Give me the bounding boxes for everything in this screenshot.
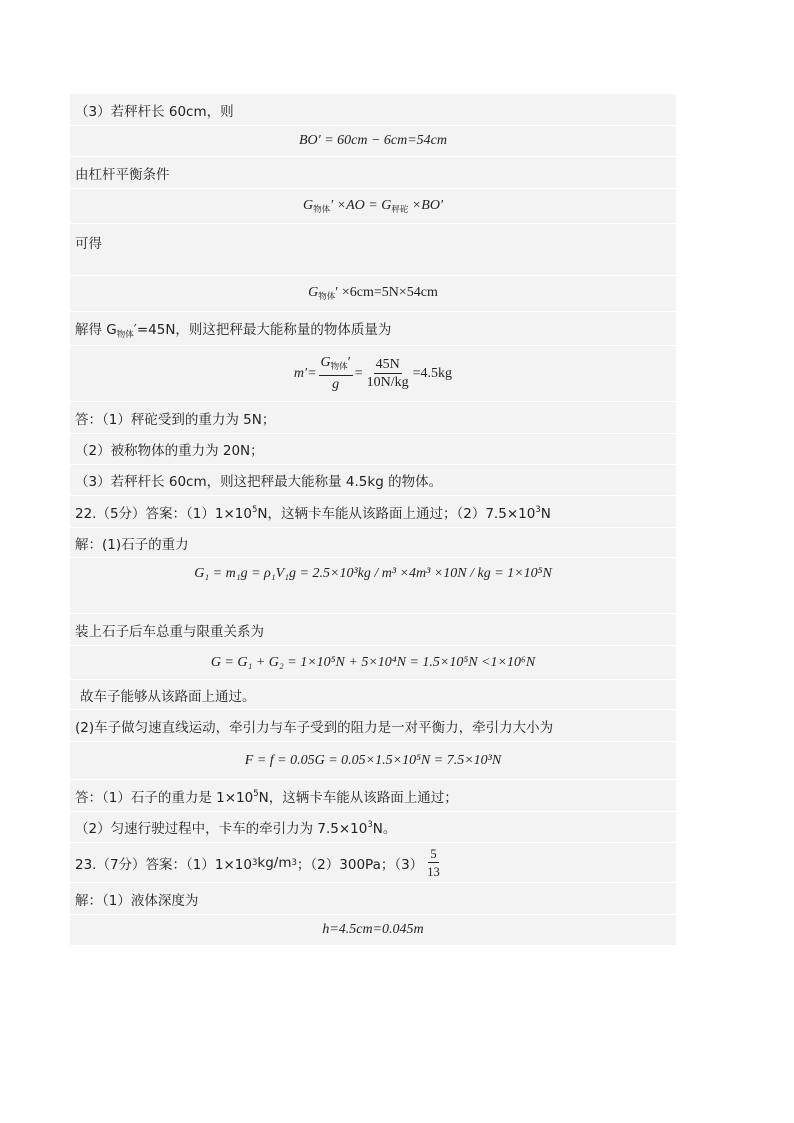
q22-header <box>70 496 676 528</box>
text-a: 23.（7分）答案：（1）1×10 <box>75 856 252 873</box>
text <box>75 502 551 522</box>
subscript: 物体 <box>313 204 331 215</box>
text-c: ；（2）300Pa；（3） <box>296 856 424 873</box>
text-b: N，这辆卡车能从该路面上通过； <box>258 789 458 806</box>
line-traction <box>70 710 676 742</box>
line-derive <box>70 224 676 276</box>
equation-stone-weight <box>70 558 676 614</box>
equation-depth <box>70 915 676 945</box>
subscript: 物体 <box>330 361 348 372</box>
text: 装上石子后车总重与限重关系为 <box>75 623 264 640</box>
text-b: N，这辆卡车能从该路面上通过；（2）7.5×10 <box>257 505 536 522</box>
text-a: （2）匀速行驶过程中，卡车的牵引力为 7.5×10 <box>75 821 368 837</box>
line-lever-condition <box>70 157 676 189</box>
text <box>75 847 444 879</box>
line-conclusion <box>70 680 676 710</box>
equation-text: BO′ = 60cm − 6cm=54cm <box>298 133 448 148</box>
text-c: N <box>540 505 551 522</box>
q22-answer-2 <box>70 812 676 843</box>
superscript: 3 <box>367 820 373 830</box>
m-symbol: m′= <box>293 365 317 381</box>
superscript: 3 <box>291 857 297 868</box>
fraction-g-over-g <box>319 356 353 392</box>
equation-text: h=4.5cm=0.045m <box>322 922 424 937</box>
q23-solution-1 <box>70 883 676 915</box>
text-a: 答：（1）石子的重力是 1×10 <box>75 789 254 806</box>
text: （2）被称物体的重力为 20N； <box>75 443 264 459</box>
result: =4.5kg <box>412 365 453 381</box>
equation-total-weight <box>70 646 676 680</box>
text: 可得 <box>75 236 102 252</box>
equation-rest: ′ ×6cm=5N×54cm <box>335 285 438 300</box>
fraction-5-13 <box>425 847 442 879</box>
subscript: 秤砣 <box>391 204 409 215</box>
line-solve <box>70 312 676 346</box>
subscript: 物体 <box>116 329 134 340</box>
text-post: ′=45N，则这把秤最大能称量的物体质量为 <box>133 321 392 338</box>
text: 解：（1）液体深度为 <box>75 892 199 909</box>
q23-header <box>70 843 676 883</box>
denominator: g <box>332 376 340 392</box>
equation-mass <box>70 346 676 402</box>
equals: = <box>354 365 363 381</box>
equation-bo <box>70 126 676 157</box>
text-pre: 解得 G <box>75 321 117 338</box>
numerator <box>319 356 353 376</box>
superscript: 3 <box>535 504 541 515</box>
subscript: 物体 <box>318 292 336 302</box>
text: 由杠杆平衡条件 <box>75 166 170 183</box>
line-total-weight <box>70 614 676 646</box>
superscript: 3 <box>251 857 258 868</box>
equation-lever <box>70 189 676 224</box>
equation-text <box>308 285 438 302</box>
answer-3 <box>70 465 676 496</box>
equation-text <box>303 198 443 215</box>
prime: ′ <box>347 354 351 370</box>
superscript: 5 <box>253 788 259 799</box>
g-symbol: G <box>308 285 319 300</box>
text: （3）若秤杆长 60cm，则这把秤最大能称量 4.5kg 的物体。 <box>75 474 443 490</box>
answer-2 <box>70 434 676 465</box>
denominator: 13 <box>427 864 440 879</box>
numerator: 45N <box>375 356 400 372</box>
text: (2)车子做匀速直线运动，牵引力与车子受到的阻力是一对平衡力，牵引力大小为 <box>75 719 554 736</box>
text <box>75 786 458 806</box>
g-symbol: G <box>302 197 314 213</box>
solution-document <box>70 94 676 945</box>
equation-text: G₁ = m₁g = ρ₁V₁g = 2.5×10³kg / m³ ×4m³ ×10N / kg = 1×10⁵N <box>194 566 552 581</box>
text <box>75 318 391 340</box>
equation-text: G = G₁ + G₂ = 1×10⁵N + 5×10⁴N = 1.5×10⁵N <1×10⁶N <box>210 654 536 670</box>
denominator: 10N/kg <box>366 374 409 390</box>
line-part3-intro <box>70 94 676 126</box>
equation-g-object <box>70 276 676 312</box>
text-b: N。 <box>372 821 397 837</box>
text-a: 22.（5分）答案：（1）1×10 <box>75 505 252 522</box>
fraction-45n <box>365 358 411 390</box>
equation-text: F = f = 0.05G = 0.05×1.5×10⁵N = 7.5×10³N <box>244 752 502 768</box>
equation-traction <box>70 742 676 780</box>
text-b: kg/m <box>257 854 292 871</box>
superscript: 5 <box>251 504 258 515</box>
text: 答：（1）秤砣受到的重力为 5N； <box>75 411 276 428</box>
text: （3）若秤杆长 60cm，则 <box>75 103 234 120</box>
text <box>75 817 396 837</box>
text: 解：(1)石子的重力 <box>75 536 189 553</box>
q22-answer-1 <box>70 780 676 812</box>
equation-end: ×BO′ <box>408 197 444 213</box>
g-symbol: G <box>320 354 331 370</box>
numerator: 5 <box>430 846 437 861</box>
equation-text <box>294 356 452 392</box>
q22-solution-1 <box>70 528 676 558</box>
equation-mid: ′ ×AO = G <box>330 197 392 213</box>
answer-1 <box>70 402 676 434</box>
text: 故车子能够从该路面上通过。 <box>80 688 256 705</box>
